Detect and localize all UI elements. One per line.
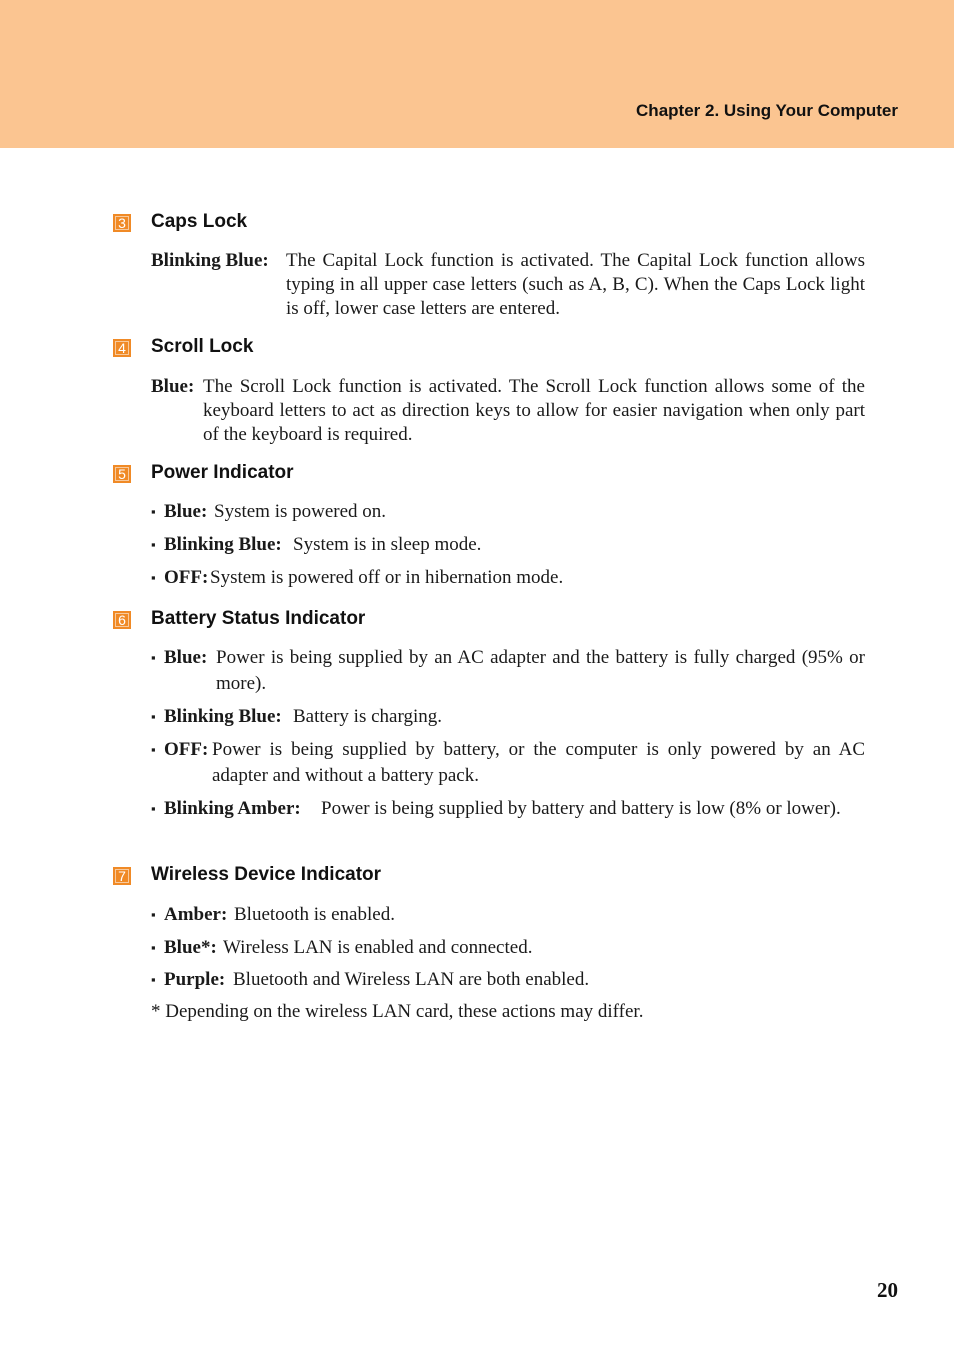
- bullet-icon: ▪: [151, 940, 156, 955]
- item-text: System is in sleep mode.: [293, 534, 482, 555]
- section-number-badge: 3: [113, 214, 131, 232]
- item-term: Blinking Amber:: [164, 798, 301, 819]
- item-text: Battery is charging.: [293, 706, 442, 727]
- item-term: OFF:: [164, 739, 209, 760]
- definition-text: The Capital Lock function is activated. The Capital Lock function allows typing in all upper case letters (such as A, B, C). When the Caps Lock light is off, lower case letters are entered.: [286, 250, 865, 319]
- item-term: Blue:: [164, 647, 208, 668]
- item-text: Power is being supplied by battery and battery is low (8% or lower).: [321, 798, 841, 819]
- item-text: Bluetooth is enabled.: [234, 904, 395, 925]
- bullet-icon: ▪: [151, 709, 156, 724]
- item-term: OFF:: [164, 567, 209, 588]
- list-item: [151, 704, 865, 730]
- list-item: [151, 935, 865, 961]
- item-term: Blue:: [164, 501, 208, 522]
- item-text: System is powered off or in hibernation mode.: [210, 567, 564, 588]
- scroll-lock-definition: [151, 375, 865, 447]
- item-term: Amber:: [164, 904, 228, 925]
- bullet-icon: ▪: [151, 504, 156, 519]
- bullet-icon: ▪: [151, 972, 156, 987]
- item-text: Power is being supplied by battery, or the computer is only powered by an AC adapter and without a battery pack.: [212, 739, 865, 786]
- bullet-icon: ▪: [151, 537, 156, 552]
- bullet-icon: ▪: [151, 801, 156, 816]
- bullet-icon: ▪: [151, 570, 156, 585]
- bullet-icon: ▪: [151, 742, 156, 757]
- list-item: [151, 902, 865, 928]
- section-title: Scroll Lock: [151, 336, 254, 357]
- footnote: * Depending on the wireless LAN card, these actions may differ.: [151, 1001, 644, 1022]
- list-item: [151, 645, 865, 697]
- section-title: Power Indicator: [151, 462, 294, 483]
- item-term: Blinking Blue:: [164, 706, 282, 727]
- list-item: [151, 499, 865, 525]
- chapter-title: Chapter 2. Using Your Computer: [636, 101, 898, 120]
- chapter-header-band: [0, 0, 954, 148]
- page-number: 20: [877, 1278, 898, 1302]
- item-text: System is powered on.: [214, 501, 387, 522]
- section-title: Battery Status Indicator: [151, 608, 366, 629]
- item-text: Bluetooth and Wireless LAN are both enabled.: [233, 969, 590, 990]
- list-item: [151, 967, 865, 993]
- list-item: [151, 565, 865, 591]
- section-title: Caps Lock: [151, 211, 248, 232]
- item-text: Power is being supplied by an AC adapter and the battery is fully charged (95% or more).: [216, 647, 865, 694]
- list-item: [151, 796, 865, 822]
- bullet-icon: ▪: [151, 907, 156, 922]
- caps-lock-definition: [151, 249, 865, 321]
- list-item: [151, 532, 865, 558]
- section-title: Wireless Device Indicator: [151, 864, 382, 885]
- item-term: Blue*:: [164, 937, 217, 958]
- section-number-badge: 4: [113, 339, 131, 357]
- section-number-badge: 7: [113, 867, 131, 885]
- item-text: Wireless LAN is enabled and connected.: [223, 937, 533, 958]
- list-item: [151, 737, 865, 789]
- definition-term: Blinking Blue:: [151, 250, 269, 271]
- definition-text: The Scroll Lock function is activated. The Scroll Lock function allows some of the keyboard letters to act as direction keys to allow for easier navigation when only part of the keyboard is required.: [203, 376, 865, 445]
- section-number-badge: 6: [113, 611, 131, 629]
- item-term: Purple:: [164, 969, 226, 990]
- definition-term: Blue:: [151, 376, 195, 397]
- item-term: Blinking Blue:: [164, 534, 282, 555]
- section-number-badge: 5: [113, 465, 131, 483]
- bullet-icon: ▪: [151, 650, 156, 665]
